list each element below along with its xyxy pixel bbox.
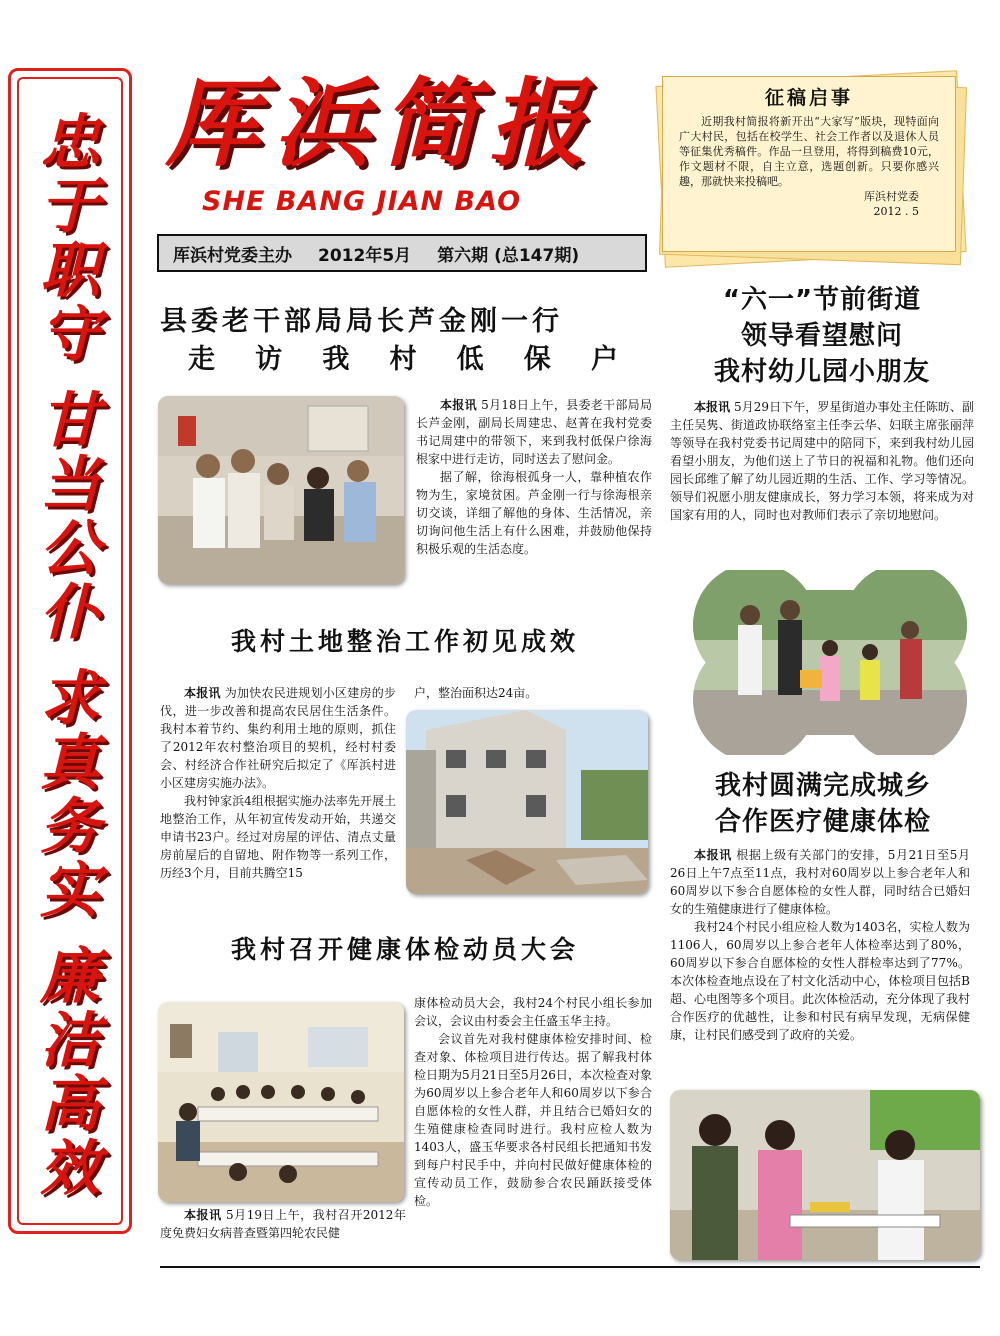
slogan-char: 守 <box>40 300 100 370</box>
slogan-char: 洁 <box>40 1006 100 1076</box>
article1-headline <box>160 303 650 379</box>
article1-photo <box>158 396 404 584</box>
article1-headline-line1: 县委老干部局局长芦金刚一行 <box>160 306 563 337</box>
article3-photo <box>406 710 648 894</box>
article3-para1: 为加快农民进规划小区建房的步伐，进一步改善和提高农民居住生活条件。我村本着节约、集约利用土地的原则，抓住了2012年农村整治项目的契机，经村村委会、村经济合作社研究后拟定了《厍浜村进小区建房实施办法》。 <box>160 686 396 790</box>
article5-tag: 本报讯 <box>694 848 732 862</box>
issue-number: 第六期 (总147期) <box>437 245 580 266</box>
article4-tag: 本报讯 <box>184 1208 222 1222</box>
slogan-char: 于 <box>40 172 100 242</box>
article1-para1: 5月18日上午，县委老干部局局长芦金刚，副局长周建忠、赵菁在我村党委书记周建中的带领下，来到我村低保户徐海根家中进行走访，同时送去了慰问金。 <box>416 398 652 466</box>
slogan-char: 务 <box>40 792 100 862</box>
article5-headline: 我村圆满完成城乡 合作医疗健康体检 <box>714 771 931 837</box>
masthead-title: 厍浜简报 <box>165 67 597 180</box>
article5-para2: 我村24个村民小组应检人数为1403名，实检人数为1106人，60周岁以上参合老年人体检率达到了80%，60周岁以下参合自愿体检的女性人群检率达到了77%。本次体检查地点设在了村文化活动中心，体检项目包括B超、心电图等多个项目。此次体检活动，充分体现了我村合作医疗的优越性，让参和村民有病早发现，无病保健康，让村民们感受到了政府的关爱。 <box>670 920 971 1042</box>
article1-para2: 据了解，徐海根孤身一人，靠种植农作物为生，家境贫困。芦金刚一行与徐海根亲切交谈，详细了解他的身体、生活情况，亲切询问他生活上有什么困难，并鼓励他保持积极乐观的生活态度。 <box>416 470 652 556</box>
article2-tag: 本报讯 <box>694 400 731 414</box>
slogan-char: 真 <box>40 728 100 798</box>
slogan-char: 求 <box>40 664 100 734</box>
call-for-papers-notice <box>662 76 956 252</box>
notice-date: 2012 . 5 <box>873 205 919 218</box>
notice-body: 近期我村简报将新开出“大家写”版块，现特面向广大村民，包括在校学生、社会工作者以及退休人员等征集优秀稿件。作品一旦登用，将得到稿费10元，作文题材不限，自主立意，选题创新。只要你感兴趣，那就快来投稿吧。 <box>679 115 939 188</box>
article4-para1: 5月19日上午，我村召开2012年度免费妇女病普查暨第四轮农民健 <box>160 1208 406 1240</box>
article3-body-left <box>160 684 396 882</box>
slogan-char: 高 <box>40 1070 100 1140</box>
article4-body-right <box>414 994 652 1210</box>
article1-tag: 本报讯 <box>440 398 477 412</box>
article2-headline: “六一”节前街道 领导看望慰问 我村幼儿园小朋友 <box>713 285 930 387</box>
slogan-char: 仆 <box>40 578 100 648</box>
slogan-char: 效 <box>40 1134 100 1204</box>
article4-photo <box>158 1002 404 1202</box>
article3-para3: 户，整治面积达24亩。 <box>414 686 538 700</box>
article4-body-left <box>160 1206 406 1242</box>
article2-body <box>670 398 974 524</box>
slogan-char: 廉 <box>40 942 100 1012</box>
issue-bar <box>157 234 647 272</box>
slogan-char: 公 <box>40 514 100 584</box>
issue-date: 2012年5月 <box>318 245 412 266</box>
article4-headline: 我村召开健康体检动员大会 <box>230 935 579 964</box>
article4-para2: 康体检动员大会，我村24个村民小组长参加会议，会议由村委会主任盛玉华主持。 <box>414 996 652 1028</box>
notice-title: 征稿启事 <box>764 87 853 109</box>
article3-tag: 本报讯 <box>184 686 221 700</box>
issue-sponsor: 厍浜村党委主办 <box>173 245 292 266</box>
slogan-char: 忠 <box>40 108 100 178</box>
slogan-char: 当 <box>40 450 100 520</box>
article5-para1: 根据上级有关部门的安排，5月21日至5月26日上午7点至11点，我村对60周岁以上参合老年人和60周岁以下参合自愿体检的女性人群，同时结合已婚妇女的生殖健康进行了健康体检。 <box>670 848 970 916</box>
article2-photo <box>680 570 980 755</box>
article1-headline-line2: 走 访 我 村 低 保 户 <box>188 344 622 375</box>
article3-body-right <box>414 684 650 702</box>
article5-photo <box>670 1090 980 1260</box>
slogan-char: 实 <box>40 856 100 926</box>
article5-body <box>670 846 970 1044</box>
article2-para1: 5月29日下午，罗星街道办事处主任陈昉、副主任吴隽、街道政协联络室主任李云华、妇联主席张丽萍等领导在我村党委书记周建中的陪同下，来到我村幼儿园看望小朋友，为他们送上了节日的祝福和礼物。他们还向园长邱维了解了幼儿园近期的生活、工作、学习等情况。领导们祝愿小朋友健康成长，努力学习本领，将来成为对国家有用的人，同时也对教师们表示了亲切地慰问。 <box>670 400 974 522</box>
bottom-rule <box>160 1266 980 1268</box>
slogan-char: 职 <box>40 236 100 306</box>
article1-body <box>416 396 652 558</box>
slogan-text <box>11 108 129 1204</box>
slogan-char: 甘 <box>40 386 100 456</box>
article3-para2: 我村钟家浜4组根据实施办法率先开展土地整治工作，从年初宣传发动开始，共递交申请书23户。经过对房屋的评估、清点丈量房前屋后的自留地、附作物等一系列工作，历经3个月，目前共腾空15 <box>160 794 396 880</box>
masthead-subtitle: SHE BANG JIAN BAO <box>202 186 522 217</box>
article3-headline: 我村土地整治工作初见成效 <box>230 627 579 656</box>
slogan-banner <box>8 68 132 1234</box>
notice-signer: 厍浜村党委 <box>864 190 919 203</box>
article4-para3: 会议首先对我村健康体检安排时间、检查对象、体检项目进行传达。据了解我村体检日期为5月21日至5月26日，本次检查对象为60周岁以上参合老年人和60周岁以下参合自愿体检的女性人群，并且结合已婚妇女的生殖健康检查同时进行。我村应检人数为1403人，盛玉华要求各村民组长把通知书发到每户村民手中，并向村民做好健康体检的宣传动员工作，鼓励参合农民踊跃接受体检。 <box>414 1032 652 1208</box>
